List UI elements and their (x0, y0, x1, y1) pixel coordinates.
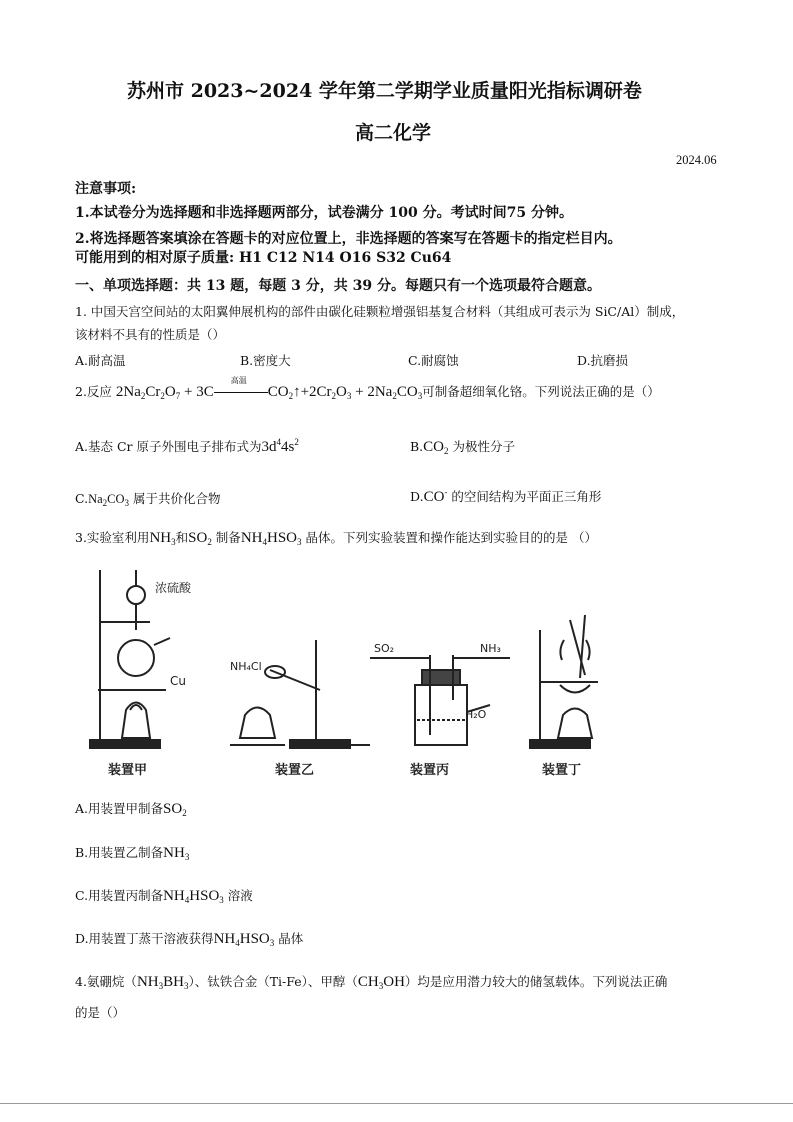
atomic-masses: 可能用到的相对原子质量: H1 C12 N14 O16 S32 Cu64 (75, 250, 452, 266)
q2-option-d: D.CO- 的空间结构为平面正三角形 (410, 487, 602, 505)
q3-stem: 3.实验室利用$NH_3$和$SO_2$ 制备$NH_4HSO_3$ 晶体。下列实验装置和操作能达到实验目的的是 （） (75, 530, 597, 547)
q1-stem-1: 1. 中国天宫空间站的太阳翼伸展机构的部件由碳化硅颗粒增强铝基复合材料（其组成可表示为 SiC/Al）制成， (75, 304, 685, 319)
fig-label-nh3: NH₃ (480, 642, 501, 655)
fig-caption-1: 装置甲 (108, 763, 148, 778)
exam-date: 2024.06 (676, 153, 717, 167)
fig-label-so2: SO₂ (374, 642, 395, 655)
stand-base-4 (530, 740, 590, 748)
q2-stem: 2.反应 $2Na_2Cr_2O_7 + 3C$ 高温 $CO_2↑+2Cr_2O_3 + 2Na_2CO_3$可制备超细氧化铬。下列说法正确的是（） (75, 376, 660, 401)
q1-option-b: B.密度大 (240, 353, 291, 368)
q1-option-d: D.抗磨损 (577, 353, 629, 368)
fig-label-acid: 浓硫酸 (155, 581, 192, 595)
section-heading: 一、单项选择题：共 13 题，每题 3 分，共 39 分。每题只有一个选项最符合题意。 (75, 278, 601, 294)
fig-label-nh4cl: NH₄Cl (230, 660, 262, 673)
exam-title: 苏州市 2023~2024 学年第二学期学业质量阳光指标调研卷 (127, 80, 642, 102)
q1-stem-2: 该材料不具有的性质是（） (75, 327, 226, 342)
bottle-3 (415, 685, 467, 745)
fig-caption-4: 装置丁 (542, 763, 582, 778)
notes-line-2: 2.将选择题答案填涂在答题卡的对应位置上，非选择题的答案写在答题卡的指定栏目内。 (75, 231, 622, 247)
flask-1 (118, 640, 154, 676)
q1-option-c: C.耐腐蚀 (408, 353, 459, 368)
q4-stem-2: 的是（） (75, 1005, 126, 1020)
notes-line-1: 1.本试卷分为选择题和非选择题两部分，试卷满分 100 分。考试时间75 分钟。 (75, 205, 573, 221)
q2-option-b: $B.CO_2$ 为极性分子 (410, 439, 516, 456)
notes-heading: 注意事项: (75, 181, 137, 197)
page-bottom-rule (0, 1103, 793, 1104)
fig-caption-3: 装置丙 (410, 763, 450, 778)
q3-apparatus-figure (70, 560, 630, 780)
fig-caption-2: 装置乙 (275, 763, 315, 778)
fig-label-h2o: H₂O (465, 708, 487, 721)
q1-option-a: A.耐高温 (75, 353, 126, 368)
funnel-1 (127, 586, 145, 604)
q3-option-d: D.用装置丁蒸干溶液获得$NH_4HSO_3$ 晶体 (75, 931, 304, 948)
q3-option-b: B.用装置乙制备$NH_3$ (75, 845, 190, 862)
stand-base-1 (90, 740, 160, 748)
q2-option-c: $C.Na_2CO_3$ 属于共价化合物 (75, 491, 221, 508)
q2-equation: $2Na_2Cr_2O_7 + 3C$ 高温 $CO_2↑+2Cr_2O_3 + 2Na_2CO_3$ (115, 376, 423, 401)
q2-condition: 高温 (230, 376, 247, 385)
q3-option-a: A.用装置甲制备$SO_2$ (75, 801, 187, 818)
q4-stem-1: 4.氨硼烷$(NH_3BH_3)$、钛铁合金（Ti-Fe）、甲醇$(CH_3OH)$均是应用潜力较大的储氢载体。下列说法正确 (75, 974, 668, 991)
q2-option-a: A.基态 Cr 原子外围电子排布式为$3d^44s^2$ (75, 437, 299, 455)
q3-option-c: C.用装置丙制备$NH_4HSO_3$ 溶液 (75, 888, 253, 905)
fig-label-cu: Cu (170, 674, 186, 688)
exam-subtitle: 高二化学 (355, 122, 432, 144)
